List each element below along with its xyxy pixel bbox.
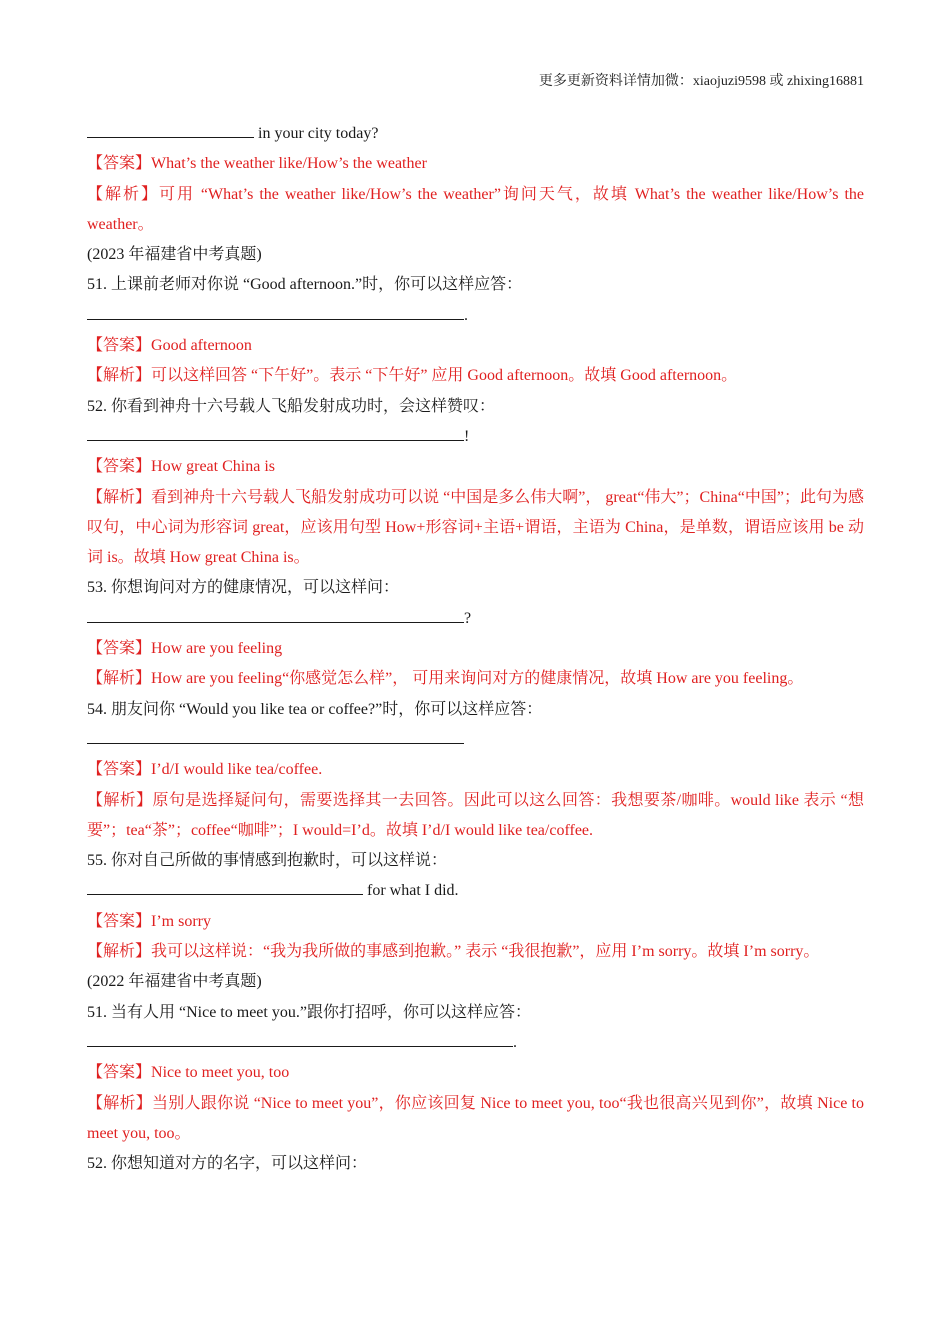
- analysis-paragraph: [87, 180, 864, 241]
- answer-text: What’s the weather like/How’s the weather: [151, 155, 427, 173]
- fill-in-blank: [87, 1033, 513, 1047]
- analysis-paragraph: [87, 786, 864, 847]
- answer-text: I’m sorry: [151, 912, 211, 930]
- answer-text: How great China is: [151, 458, 275, 476]
- blank-suffix: ?: [464, 609, 472, 627]
- fill-in-blank: [87, 609, 464, 623]
- answer-blank-line: [87, 119, 864, 149]
- question-line: 53. 你想询问对方的健康情况，可以这样问：: [87, 579, 400, 597]
- question-line: 54. 朋友问你 “Would you like tea or coffee?”时，你可以这样应答：: [87, 700, 543, 718]
- answer-line: [87, 755, 864, 785]
- question-line: 52. 你想知道对方的名字，可以这样问：: [87, 1155, 368, 1173]
- blank-suffix: .: [513, 1033, 517, 1051]
- fill-in-blank: [87, 730, 464, 744]
- analysis-text: 看到神舟十六号载人飞船发射成功可以说 “中国是多么伟大啊”， great“伟大”；China“中国”；此句为感叹句，中心词为形容词 great，应该用句型 How+形容词+主语+谓语，主语为 China，是单数，谓语应该用 be 动词 is。故填 How great China is。: [87, 488, 864, 567]
- blank-suffix: .: [464, 306, 468, 324]
- answer-line: [87, 907, 864, 937]
- answer-tag: 【答案】: [87, 912, 152, 930]
- answer-tag: 【答案】: [87, 458, 152, 476]
- answer-line: [87, 452, 864, 482]
- answer-text: Good afternoon: [151, 337, 252, 355]
- answer-blank-line: [87, 301, 864, 331]
- fill-in-blank: [87, 881, 363, 895]
- question-line: 52. 你看到神舟十六号载人飞船发射成功时，会这样赞叹：: [87, 397, 496, 415]
- answer-blank-line: [87, 725, 864, 755]
- analysis-tag: 【解析】: [87, 791, 153, 809]
- analysis-tag: 【解析】: [87, 488, 152, 506]
- analysis-tag: 【解析】: [87, 943, 152, 961]
- question-line: 51. 当有人用 “Nice to meet you.”跟你打招呼，你可以这样应答：: [87, 1003, 531, 1021]
- answer-tag: 【答案】: [87, 337, 152, 355]
- answer-blank-line: [87, 876, 864, 906]
- answer-tag: 【答案】: [87, 155, 152, 173]
- fill-in-blank: [87, 124, 254, 138]
- question-line: (2022 年福建省中考真题): [87, 973, 262, 991]
- analysis-text: How are you feeling“你感觉怎么样”， 可用来询问对方的健康情况，故填 How are you feeling。: [151, 670, 804, 688]
- question-line: (2023 年福建省中考真题): [87, 246, 262, 264]
- answer-blank-line: [87, 422, 864, 452]
- analysis-paragraph: [87, 664, 864, 694]
- answer-tag: 【答案】: [87, 640, 152, 658]
- analysis-text: 我可以这样说：“我为我所做的事感到抱歉。” 表示 “我很抱歉”，应用 I’m sorry。故填 I’m sorry。: [151, 943, 820, 961]
- answer-line: [87, 149, 864, 179]
- answer-tag: 【答案】: [87, 1064, 152, 1082]
- analysis-text: 可用 “What’s the weather like/How’s the weather”询问天气，故填 What’s the weather like/How’s the weather。: [87, 185, 864, 233]
- answer-line: [87, 331, 864, 361]
- document-body: [87, 119, 864, 1179]
- analysis-paragraph: [87, 361, 864, 391]
- analysis-tag: 【解析】: [87, 670, 152, 688]
- answer-line: [87, 634, 864, 664]
- answer-text: I’d/I would like tea/coffee.: [151, 761, 323, 779]
- answer-text: How are you feeling: [151, 640, 283, 658]
- fill-in-blank: [87, 306, 464, 320]
- analysis-paragraph: [87, 1089, 864, 1150]
- fill-in-blank: [87, 427, 464, 441]
- blank-suffix: !: [464, 427, 470, 445]
- answer-blank-line: [87, 1028, 864, 1058]
- analysis-paragraph: [87, 483, 864, 574]
- answer-text: Nice to meet you, too: [151, 1064, 290, 1082]
- analysis-text: 原句是选择疑问句，需要选择其一去回答。因此可以这么回答：我想要茶/咖啡。would like 表示 “想要”；tea“茶”；coffee“咖啡”；I would=I’d。故填 I’d/I would like tea/coffee.: [87, 791, 864, 839]
- analysis-text: 当别人跟你说 “Nice to meet you”，你应该回复 Nice to meet you, too“我也很高兴见到你”，故填 Nice to meet you, too。: [87, 1094, 864, 1142]
- answer-line: [87, 1058, 864, 1088]
- analysis-tag: 【解析】: [87, 367, 152, 385]
- answer-blank-line: [87, 604, 864, 634]
- page-header: 更多更新资料详情加微：xiaojuzi9598 或 zhixing16881: [538, 74, 864, 89]
- question-line: 55. 你对自己所做的事情感到抱歉时，可以这样说：: [87, 852, 448, 870]
- question-line: 51. 上课前老师对你说 “Good afternoon.”时，你可以这样应答：: [87, 276, 523, 294]
- answer-tag: 【答案】: [87, 761, 152, 779]
- blank-suffix: in your city today?: [254, 125, 379, 142]
- analysis-tag: 【解析】: [87, 185, 159, 203]
- analysis-paragraph: [87, 937, 864, 967]
- blank-suffix: for what I did.: [363, 882, 459, 900]
- analysis-tag: 【解析】: [87, 1094, 152, 1112]
- analysis-text: 可以这样回答 “下午好”。表示 “下午好” 应用 Good afternoon。故填 Good afternoon。: [151, 367, 738, 385]
